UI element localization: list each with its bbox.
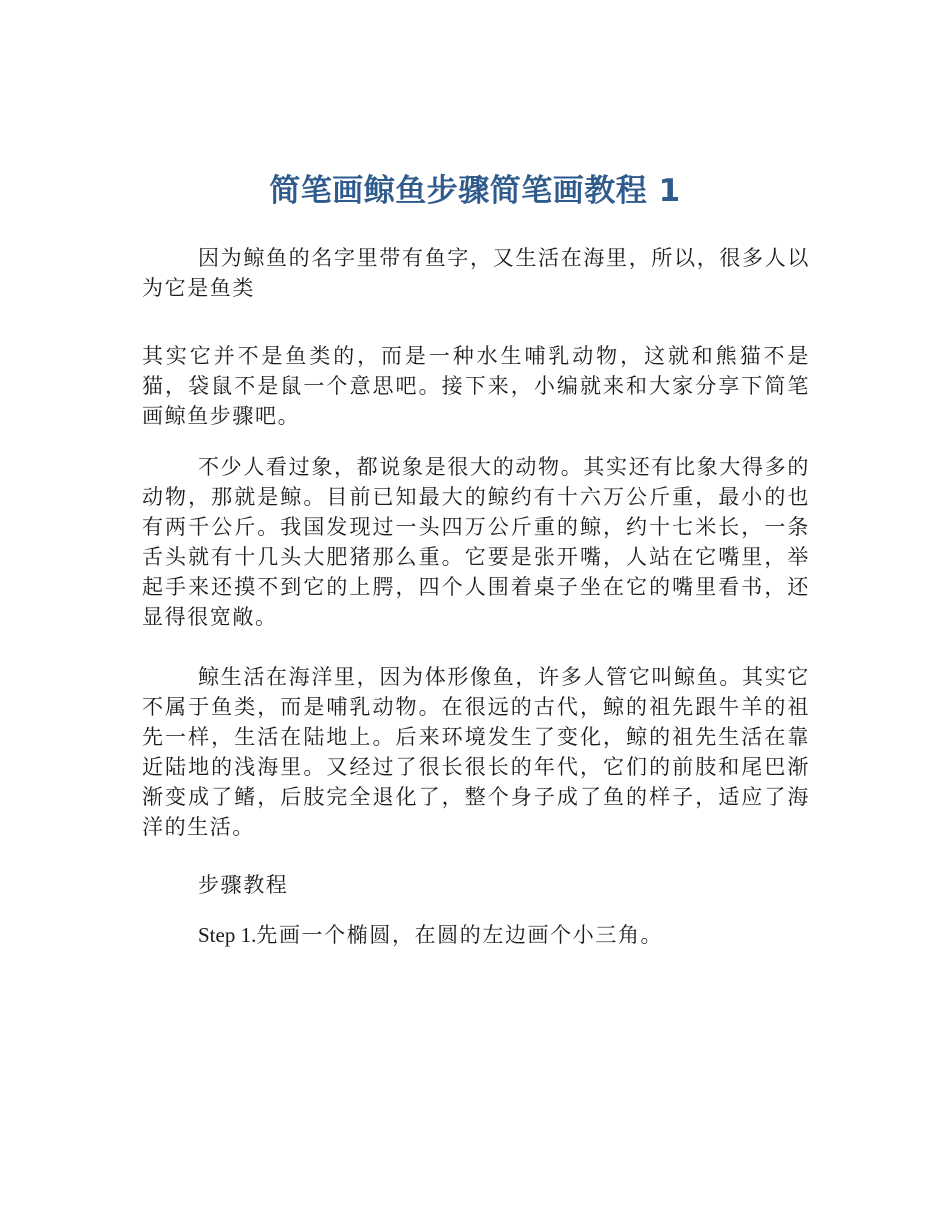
paragraph-mammal: 其实它并不是鱼类的，而是一种水生哺乳动物，这就和熊猫不是猫，袋鼠不是鼠一个意思吧。接下来，小编就来和大家分享下简笔画鲸鱼步骤吧。 xyxy=(142,344,810,428)
section-heading-steps: 步骤教程 xyxy=(198,873,289,897)
document-title: 简笔画鲸鱼步骤简笔画教程 1 xyxy=(269,172,681,209)
paragraph-size: 不少人看过象，都说象是很大的动物。其实还有比象大得多的动物，那就是鲸。目前已知最大的鲸约有十六万公斤重，最小的也有两千公斤。我国发现过一头四万公斤重的鲸，约十七米长，一条舌头就有十几头大肥猪那么重。它要是张开嘴，人站在它嘴里，举起手来还摸不到它的上腭，四个人围着桌子坐在它的嘴里看书，还显得很宽敞。 xyxy=(142,455,810,629)
paragraph-evolution: 鲸生活在海洋里，因为体形像鱼，许多人管它叫鲸鱼。其实它不属于鱼类，而是哺乳动物。在很远的古代，鲸的祖先跟牛羊的祖先一样，生活在陆地上。后来环境发生了变化，鲸的祖先生活在靠近陆地的浅海里。又经过了很长很长的年代，它们的前肢和尾巴渐渐变成了鳍，后肢完全退化了，整个身子成了鱼的样子，适应了海洋的生活。 xyxy=(142,665,810,839)
paragraph-intro: 因为鲸鱼的名字里带有鱼字，又生活在海里，所以，很多人以为它是鱼类 xyxy=(142,246,810,300)
step-1-label: Step 1. xyxy=(198,923,257,947)
step-1-instruction xyxy=(142,920,810,950)
step-1-text: 先画一个椭圆，在圆的左边画个小三角。 xyxy=(256,923,664,947)
